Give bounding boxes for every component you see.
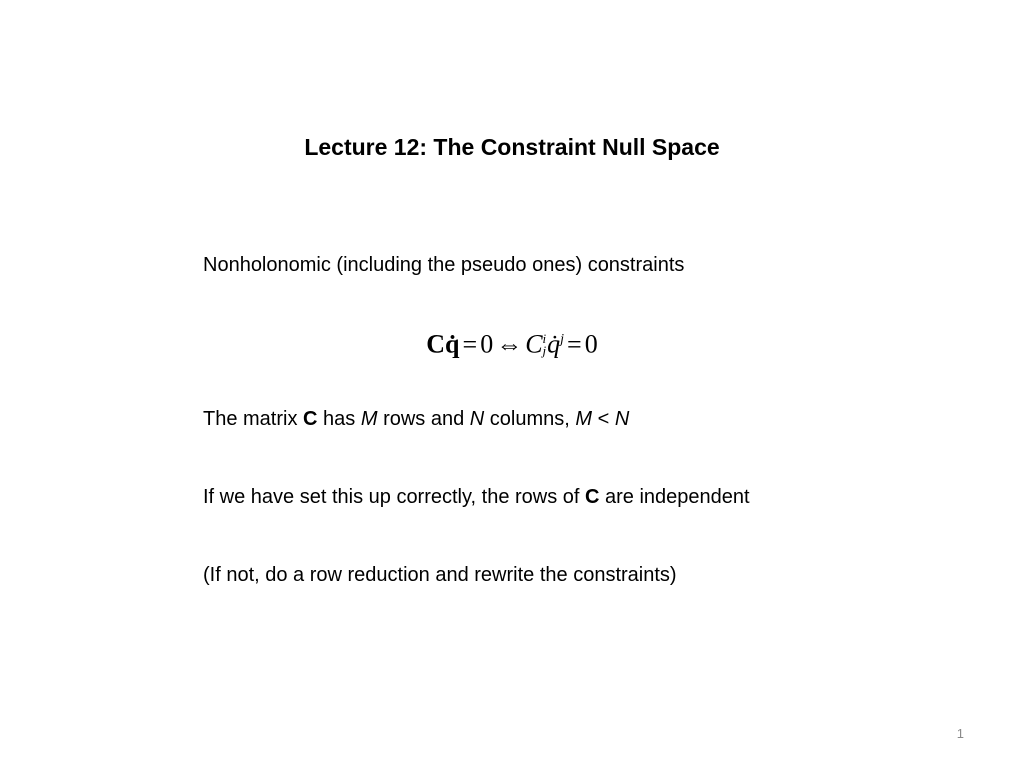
eq-zero-2: 0	[584, 329, 598, 359]
eq-coef-c: C	[525, 329, 543, 359]
p2-c: C	[303, 408, 318, 430]
paragraph-nonholonomic: Nonholonomic (including the pseudo ones) constraints	[203, 254, 685, 276]
eq-equals-1: =	[462, 329, 478, 359]
page-number: 1	[956, 726, 964, 741]
eq-coef-sub: j	[542, 342, 547, 358]
eq-matrix-c: C	[426, 329, 446, 359]
eq-coef-indices	[542, 330, 547, 358]
eq-var-sup: j	[560, 332, 565, 347]
eq-vector-qdot: q̇	[445, 329, 460, 359]
p2-n: N	[469, 408, 485, 430]
eq-equals-2: =	[567, 329, 582, 359]
p2-m: M	[360, 408, 378, 430]
p3-c: C	[585, 486, 600, 508]
constraint-equation	[0, 322, 1024, 363]
p2-text-1: The matrix	[203, 408, 304, 430]
eq-zero-1: 0	[480, 329, 494, 359]
p2-text-4: columns,	[484, 408, 576, 430]
paragraph-matrix-dimensions	[203, 406, 629, 432]
p3-text-2: are independent	[599, 486, 750, 508]
p2-n2: N	[614, 408, 630, 430]
eq-iff-symbol: ⇔	[496, 329, 523, 359]
eq-coef-sup: i	[542, 330, 547, 346]
slide-title: Lecture 12: The Constraint Null Space	[304, 134, 720, 160]
p3-text-1: If we have set this up correctly, the rows of	[203, 486, 586, 508]
eq-var-qdot: q̇	[547, 329, 561, 359]
p2-text-3: rows and	[377, 408, 470, 430]
paragraph-row-reduction: (If not, do a row reduction and rewrite the constraints)	[203, 564, 677, 586]
p2-less-than: <	[592, 408, 615, 430]
p2-m2: M	[575, 408, 593, 430]
p2-text-2: has	[317, 408, 361, 430]
paragraph-independent-rows	[203, 484, 750, 510]
